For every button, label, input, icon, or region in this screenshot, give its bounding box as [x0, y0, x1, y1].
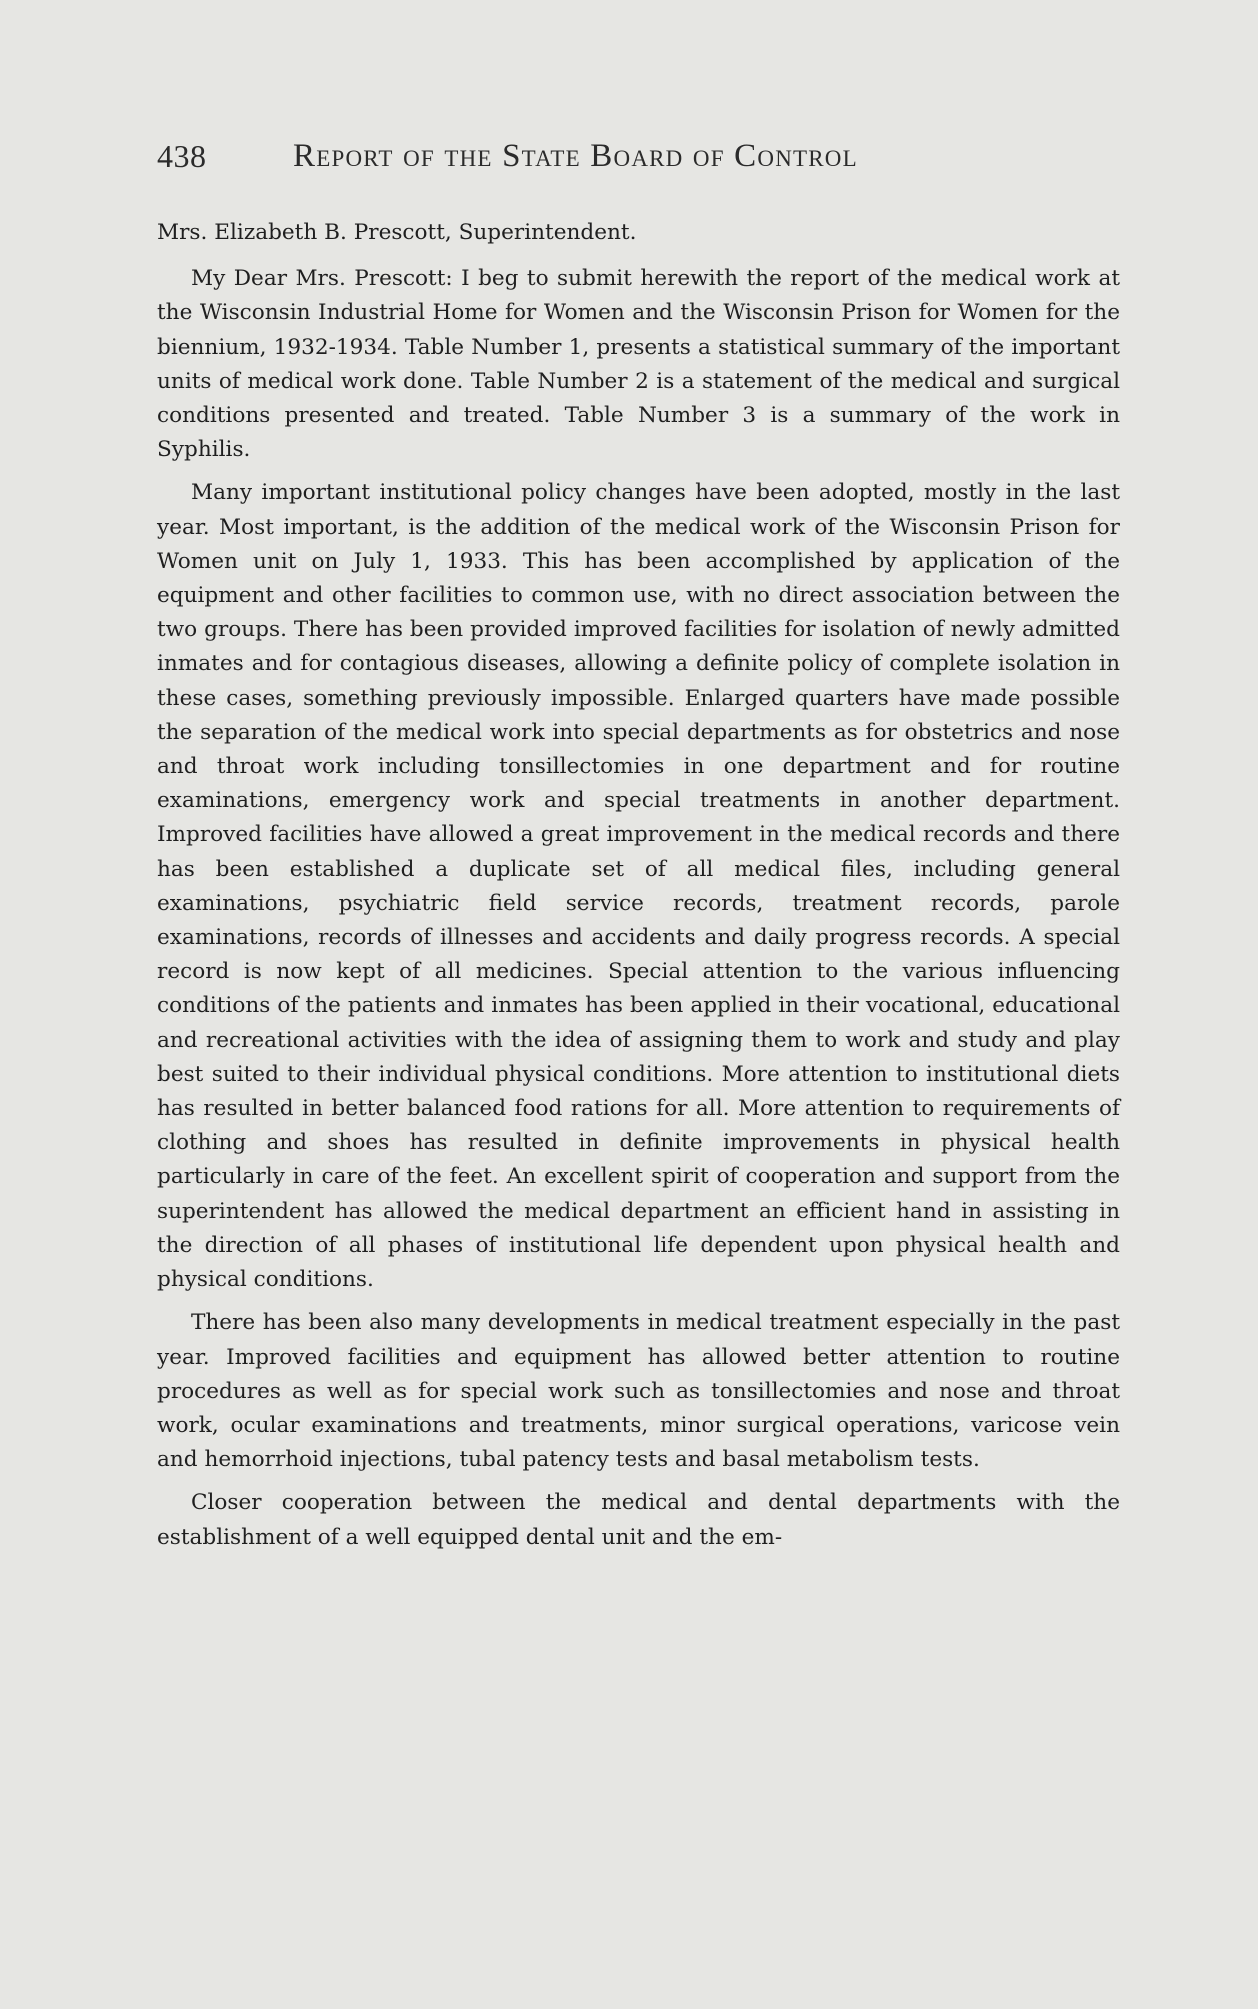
- paragraph-letter-intro: My Dear Mrs. Prescott: I beg to submit herewith the report of the medical work at the Wisconsin Industrial Home for Women and the Wisconsin Prison for Women for the biennium, 1932-1934. Table Number 1, presents a statistical summary of the important units of medical work done. Table Number 2 is a statement of the medical and surgical conditions presented and treated. Table Number 3 is a summary of the work in Syphilis.: [157, 266, 1120, 463]
- paragraph-dental-cooperation: Closer cooperation between the medical and dental departments with the establishment of a well equipped dental unit and the em-: [157, 1490, 1120, 1550]
- paragraph-medical-treatment: There has been also many developments in medical treatment especially in the past year. Improved facilities and equipment has allowed better attention to routine procedures as well as for special work such as tonsillectomies and nose and throat work, ocular examinations and treatments, minor surgical operations, varicose vein and hemorrhoid injections, tubal patency tests and basal metabolism tests.: [157, 1310, 1120, 1473]
- running-head-title: Report of the State Board of Control: [293, 138, 858, 174]
- salutation-line: Mrs. Elizabeth B. Prescott, Superintendent.: [157, 220, 637, 245]
- running-head: [157, 138, 1102, 186]
- report-body: [157, 216, 1120, 1564]
- paragraph-policy-changes: Many important institutional policy changes have been adopted, mostly in the last year. Most important, is the addition of the medical work of the Wisconsin Prison for Women unit on July 1, 1933. This has been accomplished by application of the equipment and other facilities to common use, with no direct association between the two groups. There has been provided improved facilities for isolation of newly admitted inmates and for contagious diseases, allowing a definite policy of complete isolation in these cases, something previously impossible. Enlarged quarters have made possible the separation of the medical work into special departments as for obstetrics and nose and throat work including tonsillectomies in one department and for routine examinations, emergency work and special treatments in another department. Improved facilities have allowed a great improvement in the medical records and there has been established a duplicate set of all medical files, including general examinations, psychiatric field service records, treatment records, parole examinations, records of illnesses and accidents and daily progress records. A special record is now kept of all medicines. Special attention to the various influencing conditions of the patients and inmates has been applied in their vocational, educational and recreational activities with the idea of assigning them to work and study and play best suited to their individual physical conditions. More attention to institutional diets has resulted in better balanced food rations for all. More attention to requirements of clothing and shoes has resulted in definite improvements in physical health particularly in care of the feet. An excellent spirit of cooperation and support from the superintendent has allowed the medical department an efficient hand in assisting in the direction of all phases of institutional life dependent upon physical health and physical conditions.: [157, 480, 1120, 1293]
- page-number: 438: [157, 138, 207, 174]
